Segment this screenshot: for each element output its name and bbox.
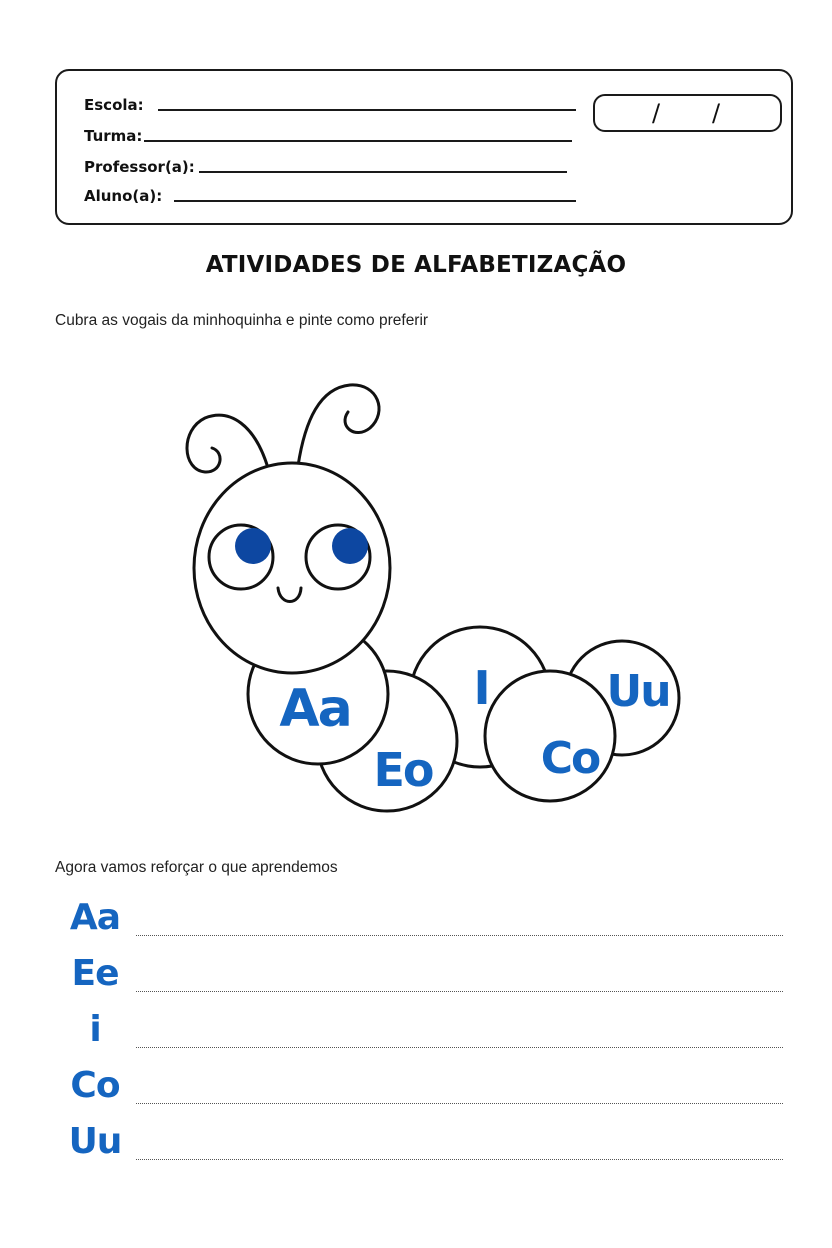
practice-row-aa[interactable] — [60, 897, 788, 953]
page-title: ATIVIDADES DE ALFABETIZAÇÃO — [205, 252, 627, 278]
practice-row-uu[interactable] — [60, 1121, 788, 1177]
antenna-left — [187, 415, 268, 472]
pupil-left — [235, 528, 271, 564]
practice-line[interactable] — [136, 1047, 783, 1048]
header-box — [55, 69, 793, 225]
field-label-escola: Escola: — [84, 96, 144, 114]
practice-line[interactable] — [136, 1159, 783, 1160]
instruction-cover-vowels: Cubra as vogais da minhoquinha e pinte como preferir — [55, 312, 429, 329]
field-label-professor: Professor(a): — [84, 158, 195, 176]
practice-letter: i — [89, 1009, 101, 1050]
practice-row-i[interactable] — [60, 1009, 788, 1065]
field-turma[interactable] — [84, 121, 572, 145]
date-box[interactable] — [593, 94, 782, 132]
field-line-aluno[interactable] — [174, 200, 576, 202]
segment-letter-eo: Eo — [373, 743, 433, 797]
field-label-turma: Turma: — [84, 127, 143, 145]
practice-line[interactable] — [136, 1103, 783, 1104]
field-professor[interactable] — [84, 152, 567, 176]
date-slash-1: / — [652, 99, 661, 127]
practice-row-co[interactable] — [60, 1065, 788, 1121]
field-escola[interactable] — [84, 90, 576, 114]
field-line-turma[interactable] — [144, 140, 572, 142]
practice-letter: Uu — [68, 1121, 122, 1162]
segment-letter-co: Co — [540, 733, 600, 784]
segment-letter-uu: Uu — [606, 666, 670, 717]
practice-letter: Ee — [71, 953, 119, 994]
practice-line[interactable] — [136, 991, 783, 992]
segment-letter-aa: Aa — [279, 679, 351, 739]
practice-row-ee[interactable] — [60, 953, 788, 1009]
field-line-escola[interactable] — [158, 109, 576, 111]
segment-letter-i: I — [473, 661, 489, 715]
practice-line[interactable] — [136, 935, 783, 936]
field-line-professor[interactable] — [199, 171, 567, 173]
caterpillar-illustration[interactable] — [160, 370, 700, 830]
practice-letter: Aa — [69, 897, 121, 938]
instruction-reinforce: Agora vamos reforçar o que aprendemos — [55, 859, 338, 876]
date-slash-2: / — [712, 99, 721, 127]
antenna-right — [298, 385, 379, 466]
field-label-aluno: Aluno(a): — [84, 187, 163, 205]
pupil-right — [332, 528, 368, 564]
field-aluno[interactable] — [84, 181, 576, 205]
practice-letter: Co — [70, 1065, 120, 1106]
